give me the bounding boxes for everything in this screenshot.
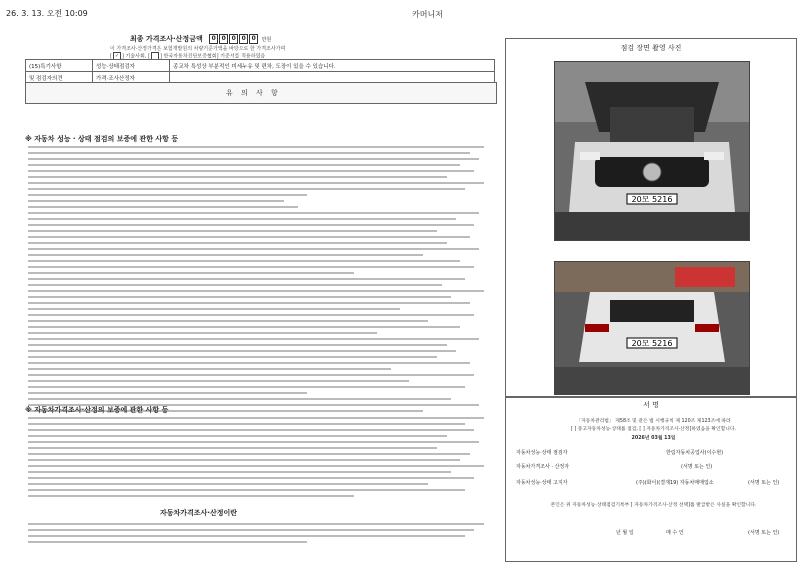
- inspector-role: 자동차성능·상태 점검자: [516, 450, 568, 456]
- signature-confirm-text: [ ] 중고자동차성능·상태를 점검, [ ] 자동차가격조사·산정]하였음을 확인합니다.: [570, 427, 737, 432]
- print-datetime: 26. 3. 13. 오전 10:09: [6, 9, 88, 18]
- price-definition-title: 자동차가격조사·산정이란: [160, 509, 238, 517]
- option-text: ] 한국자동차진단보증협회] 기준서를 적용하였음: [159, 53, 266, 60]
- price-definition-body: [28, 523, 493, 547]
- front-car-photo: [554, 61, 750, 241]
- notifier-role: 자동차성능·상태 고지자: [516, 480, 568, 486]
- inspector-signature-row: [516, 449, 791, 456]
- precautions-title: 유 의 사 항: [226, 89, 281, 97]
- rear-plate-text: 20모 5216: [631, 339, 673, 348]
- buyer-sign-placeholder: (서명 또는 인): [748, 530, 780, 536]
- inspector-name: 한림자동차공업사(이수현): [666, 450, 724, 456]
- bracket-open: [: [110, 53, 112, 60]
- signature-date: 2026년 03월 13일: [631, 436, 676, 441]
- notifier-signature-row: [516, 479, 791, 486]
- signature-title: 서 명: [643, 401, 659, 409]
- appraiser-signature-row: [516, 463, 791, 470]
- price-basis-note: 이 가격조사·산정가격은 보험개발원의 차량기준가액을 바탕으로 한 가격조사가며: [110, 46, 286, 52]
- signature-panel: [505, 396, 797, 562]
- price-digit: 0: [239, 34, 248, 44]
- appraiser-sign-placeholder: (서명 또는 인): [681, 464, 713, 470]
- notes-label: (15)특기사항: [26, 60, 93, 72]
- inspection-photo-title: 점검 장면 촬영 사진: [620, 44, 682, 52]
- opinion-label: 및 점검자의견: [26, 72, 93, 84]
- appraiser-label: 가격·조사산정자: [93, 72, 170, 84]
- rear-car-photo: [554, 261, 750, 395]
- section-price-warranty-title: ※ 자동차가격조사·산정의 보증에 관한 사항 등: [25, 406, 169, 414]
- print-title: 카머니저: [412, 10, 443, 19]
- final-price-title: [130, 34, 271, 44]
- left-column: [20, 30, 497, 560]
- front-car-image: [555, 62, 749, 240]
- section-performance-warranty-title: ※ 자동차 성능 · 상태 점검의 보증에 관한 사항 등: [25, 135, 179, 143]
- price-digit: 0: [219, 34, 228, 44]
- notifier-sign-placeholder: (서명 또는 인): [748, 480, 780, 486]
- price-digit-boxes: [209, 34, 259, 44]
- price-digit: 0: [249, 34, 258, 44]
- inspection-photo-panel: [505, 38, 797, 398]
- inspection-record-sheet: [20, 30, 792, 560]
- price-digit: 0: [209, 34, 218, 44]
- right-column: [505, 30, 795, 560]
- section-performance-warranty-body: [28, 146, 493, 416]
- price-digit: 0: [229, 34, 238, 44]
- checkbox-icon: ✓: [114, 53, 120, 59]
- special-notes-table: [25, 59, 495, 84]
- inspector-label: 성능·상태점검자: [93, 60, 170, 72]
- print-header: [0, 0, 800, 22]
- buyer-date: 년 월 일: [616, 530, 634, 536]
- front-plate-text: 20모 5216: [631, 195, 673, 204]
- price-unit: 만원: [261, 37, 272, 43]
- inspector-opinion: 종교차 특성상 부분적인 미세누유 및 편차, 도장이 있을 수 있습니다.: [170, 60, 495, 72]
- option-text: ] 기술사회, [: [121, 53, 150, 60]
- section-price-warranty-body: [28, 417, 493, 501]
- rear-car-image: [555, 262, 749, 394]
- buyer-role: 매 수 인: [666, 530, 684, 536]
- buyer-confirm-text: 본인은 위 자동차성능·상태점검기록부 [ 자동차가격조사·산정 선택]를 발급받은 사실을 확인합니다.: [550, 503, 757, 508]
- precautions-banner: [25, 82, 497, 104]
- appraiser-role: 자동차가격조사 · 산정자: [516, 464, 570, 470]
- notifier-name: (주)(화이)(결재19) 자동차매매업소: [636, 480, 714, 486]
- signature-law-text: 「자동차관리법」 제58조 및 같은 법 시행규칙 제 120조 제123조에 따라: [576, 419, 731, 424]
- final-price-label: 최종 가격조사·산정금액: [130, 35, 203, 43]
